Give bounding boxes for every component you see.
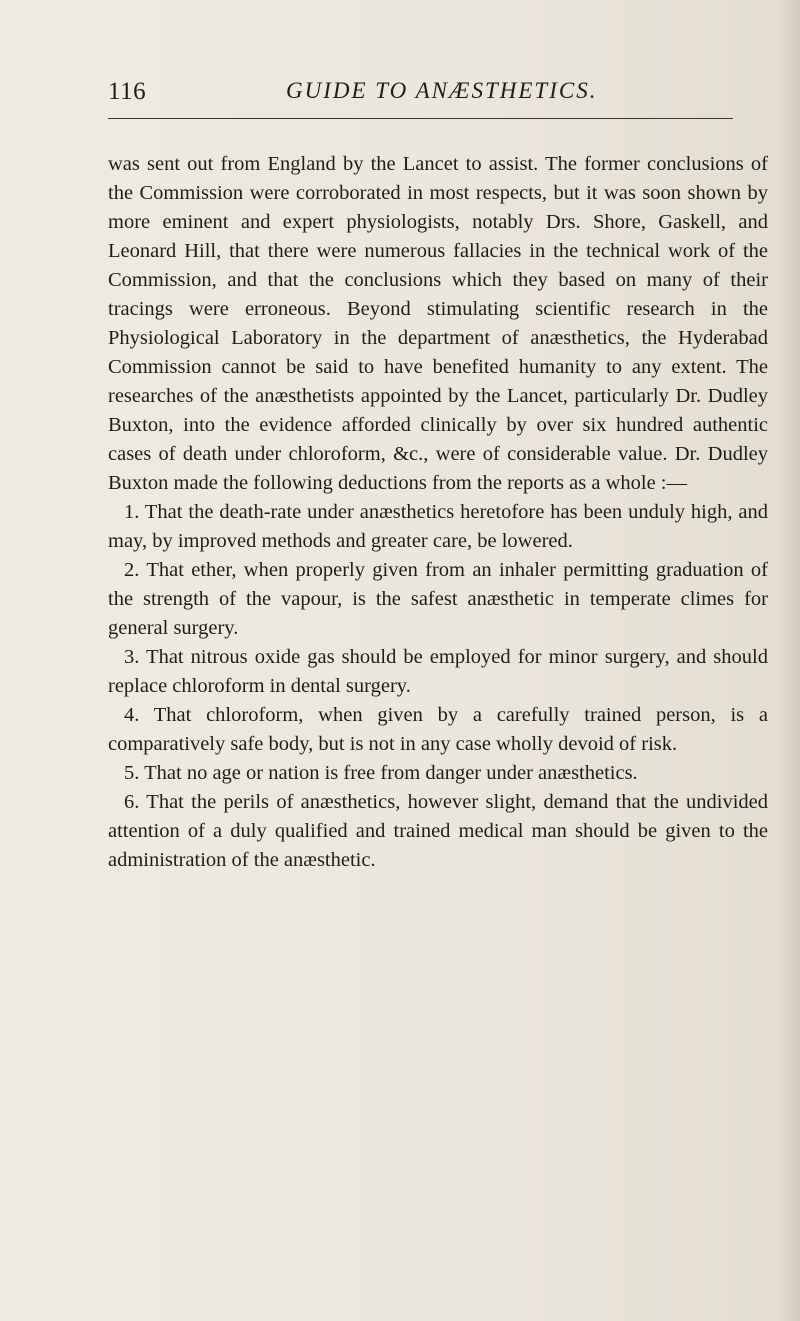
running-head: GUIDE TO ANÆSTHETICS. — [286, 78, 598, 103]
body-text — [108, 150, 768, 875]
deduction-number: 6. — [124, 791, 140, 813]
deduction-item — [108, 759, 768, 788]
deduction-number: 3. — [124, 646, 140, 668]
deduction-text: That nitrous oxide gas should be employed for minor surgery, and should replace chloroform in dental surgery. — [108, 646, 768, 697]
deduction-item — [108, 788, 768, 875]
deduction-item — [108, 643, 768, 701]
deduction-number: 2. — [124, 559, 140, 581]
page-header — [108, 78, 733, 118]
deduction-number: 1. — [124, 501, 140, 523]
deduction-item — [108, 701, 768, 759]
deduction-text: That ether, when properly given from an inhaler permitting graduation of the strength of the vapour, is the safest anæsthetic in temperate climes for general surgery. — [108, 559, 768, 639]
deduction-text: That the perils of anæsthetics, however slight, demand that the undivided attention of a duly qualified and trained medical man should be given to the administration of the anæsthetic. — [108, 791, 768, 871]
page-number: 116 — [108, 78, 147, 105]
deduction-number: 4. — [124, 704, 140, 726]
deduction-text: That chloroform, when given by a carefully trained person, is a comparatively safe body, but is not in any case wholly devoid of risk. — [108, 704, 769, 755]
deduction-item — [108, 498, 768, 556]
deduction-number: 5. — [124, 762, 140, 784]
deduction-text: That no age or nation is free from danger under anæsthetics. — [144, 762, 638, 784]
deduction-text: That the death-rate under anæsthetics heretofore has been unduly high, and may, by improved methods and greater care, be lowered. — [108, 501, 768, 552]
header-rule — [108, 118, 733, 119]
deduction-item — [108, 556, 768, 643]
paragraph: was sent out from England by the Lancet to assist. The former conclusions of the Commission were corroborated in most respects, but it was soon shown by more eminent and expert physiologists, notably Drs. Shore, Gaskell, and Leonard Hill, that there were numerous fallacies in the technical work of the Commission, and that the conclusions which they based on many of their tracings were erroneous. Beyond stimulating scientific research in the Physiological Laboratory in the department of anæsthetics, the Hyderabad Commission cannot be said to have benefited humanity to any extent. The researches of the anæsthetists appointed by the Lancet, particularly Dr. Dudley Buxton, into the evidence afforded clinically by over six hundred authentic cases of death under chloroform, &c., were of considerable value. Dr. Dudley Buxton made the following deductions from the reports as a whole :— — [108, 153, 768, 494]
